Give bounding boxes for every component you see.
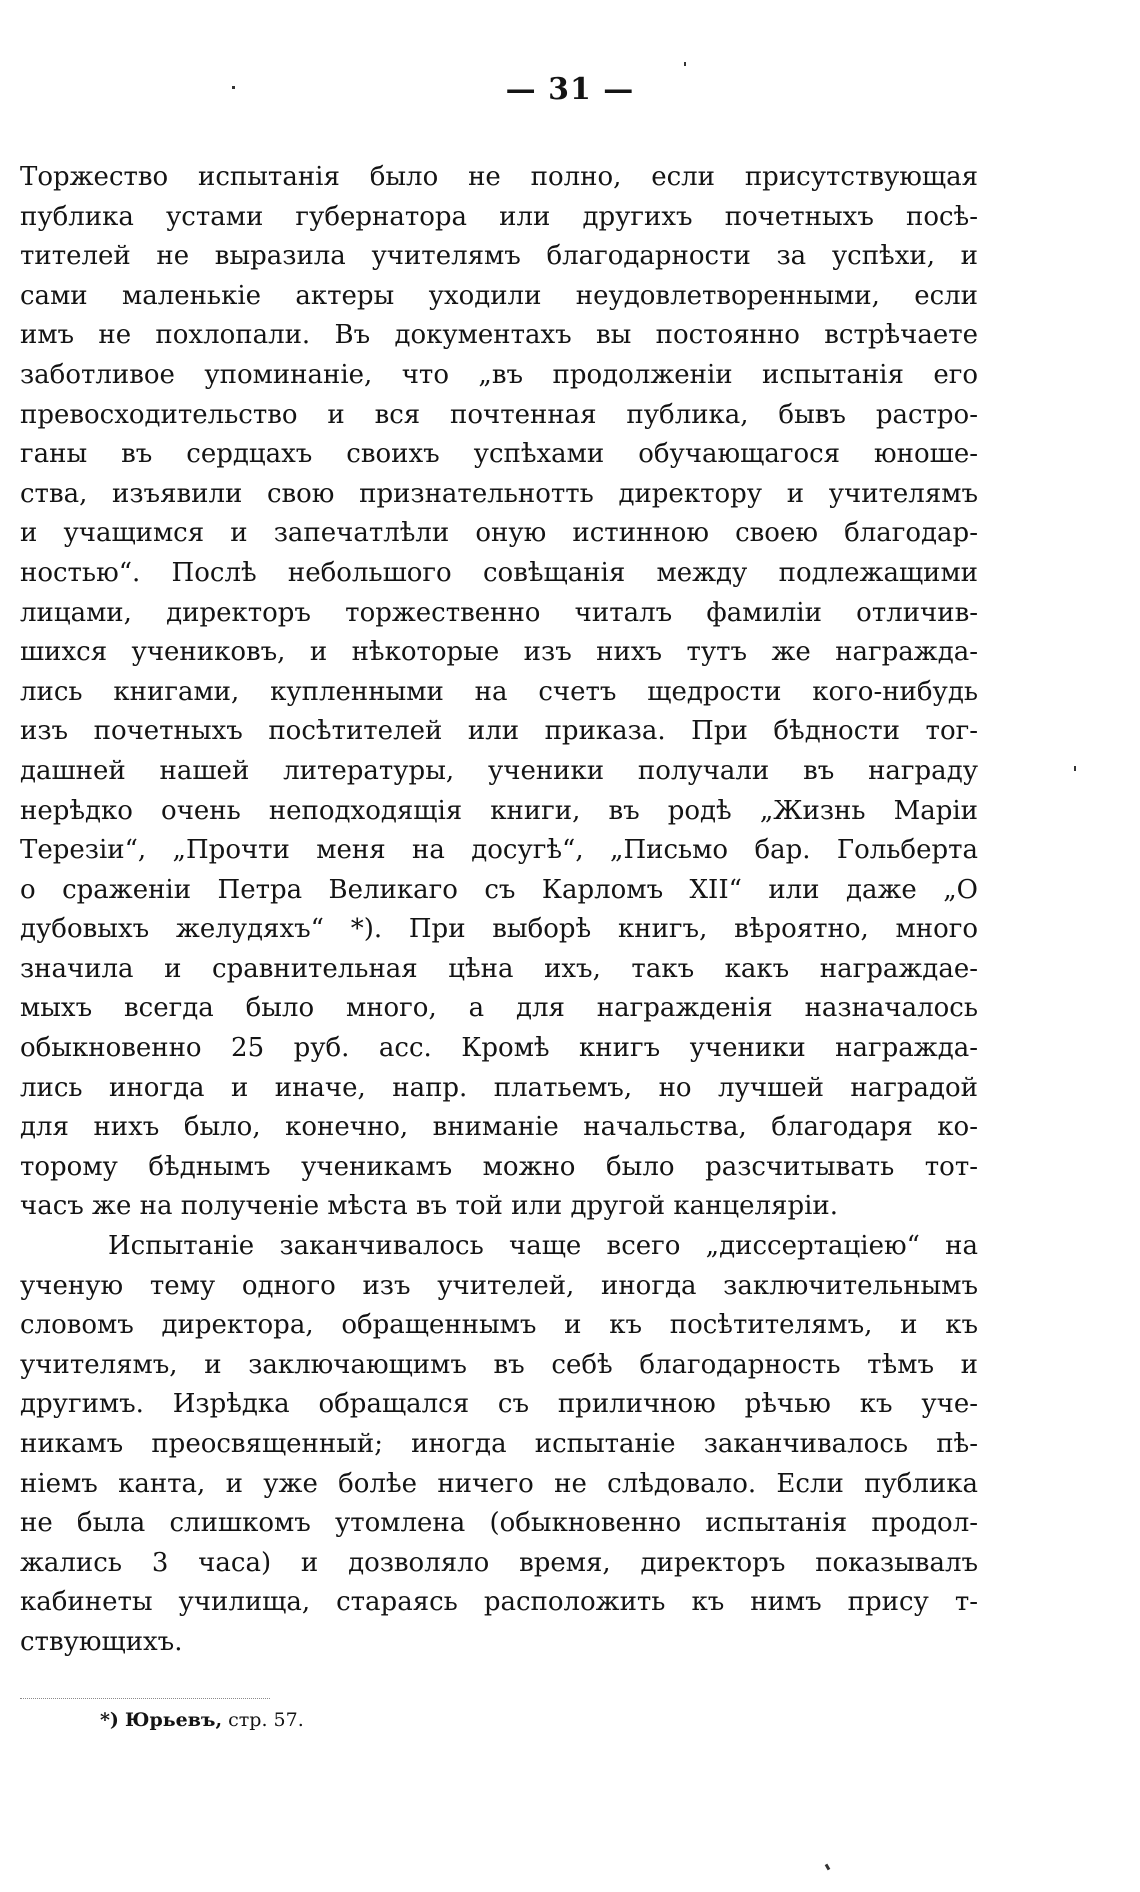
text-line: заботливое упоминаніе, что „въ продолженіи испытанія его (20, 359, 978, 390)
text-line: Испытаніе заканчивалось чаще всего „диссертаціею“ на (108, 1231, 978, 1262)
text-line: тителей не выразила учителямъ благодарности за успѣхи, и (20, 241, 978, 272)
scan-speck (684, 62, 686, 66)
text-line: превосходительство и вся почтенная публика, бывъ растро- (20, 399, 978, 430)
text-line: ганы въ сердцахъ своихъ успѣхами обучающагося юноше- (20, 439, 978, 470)
text-line: учителямъ, и заключающимъ въ себѣ благодарность тѣмъ и (20, 1349, 978, 1380)
text-line: ства, изъявили свою признательнотть директору и учителямъ (20, 478, 978, 509)
text-line: ствующихъ. (20, 1626, 183, 1657)
text-line: и учащимся и запечатлѣли оную истинною своею благодар- (20, 518, 978, 549)
footnote-divider (20, 1698, 270, 1699)
text-line: жались 3 часа) и дозволяло время, директоръ показывалъ (20, 1547, 978, 1578)
text-line: словомъ директора, обращеннымъ и къ посѣтителямъ, и къ (20, 1310, 978, 1341)
footnote-mark: *) (100, 1709, 119, 1731)
text-line: сами маленькіе актеры уходили неудовлетворенными, если (20, 280, 978, 311)
text-line: нерѣдко очень неподходящія книги, въ родѣ „Жизнь Маріи (20, 795, 978, 826)
text-line: дашней нашей литературы, ученики получали въ награду (20, 755, 978, 786)
text-line: изъ почетныхъ посѣтителей или приказа. При бѣдности тог- (20, 716, 978, 747)
text-line: шихся учениковъ, и нѣкоторые изъ нихъ тутъ же награжда- (20, 637, 978, 668)
text-line: кабинеты училища, стараясь расположить къ нимъ прису т- (20, 1587, 978, 1618)
text-line: дубовыхъ желудяхъ“ *). При выборѣ книгъ, вѣроятно, много (20, 914, 978, 945)
text-line: о сраженіи Петра Великаго съ Карломъ XII“ или даже „О (20, 874, 978, 905)
scan-speck (825, 1864, 831, 1871)
body-text (20, 158, 978, 1663)
text-line: не была слишкомъ утомлена (обыкновенно испытанія продол- (20, 1508, 978, 1539)
text-line: Терезіи“, „Прочти меня на досугѣ“, „Письмо бар. Гольберта (20, 835, 978, 866)
page-number: — 31 — (505, 72, 635, 107)
text-line: имъ не похлопали. Въ документахъ вы постоянно встрѣчаете (20, 320, 978, 351)
text-line: значила и сравнительная цѣна ихъ, такъ какъ награждае- (20, 953, 978, 984)
text-line: Торжество испытанія было не полно, если присутствующая (20, 162, 978, 192)
text-line: торому бѣднымъ ученикамъ можно было разсчитывать тот- (20, 1151, 978, 1182)
text-line: часъ же на полученіе мѣста въ той или другой канцеляріи. (20, 1191, 838, 1222)
text-line: лись иногда и иначе, напр. платьемъ, но лучшей наградой (20, 1072, 978, 1103)
footnote-reference: стр. 57. (228, 1709, 304, 1731)
text-line: для нихъ было, конечно, вниманіе начальства, благодаря ко- (20, 1112, 978, 1143)
text-line: лицами, директоръ торжественно читалъ фамиліи отличив- (20, 597, 978, 628)
text-line: ностью“. Послѣ небольшого совѣщанія между подлежащими (20, 557, 978, 588)
text-line: лись книгами, купленными на счетъ щедрости кого-нибудь (20, 676, 978, 707)
text-line: публика устами губернатора или другихъ почетныхъ посѣ- (20, 201, 978, 232)
text-line: обыкновенно 25 руб. асс. Кромѣ книгъ ученики награжда- (20, 1033, 978, 1064)
text-line: ученую тему одного изъ учителей, иногда заключительнымъ (20, 1270, 978, 1301)
text-line: ніемъ канта, и уже болѣе ничего не слѣдовало. Если публика (20, 1468, 978, 1499)
scan-speck (232, 86, 235, 89)
text-line: никамъ преосвященный; иногда испытаніе заканчивалось пѣ- (20, 1429, 978, 1459)
footnote (100, 1706, 304, 1734)
text-line: мыхъ всегда было много, а для награжденія назначалось (20, 993, 978, 1024)
scan-speck (1074, 766, 1076, 771)
footnote-author: Юрьевъ, (124, 1709, 223, 1731)
text-line: другимъ. Изрѣдка обращался съ приличною рѣчью къ уче- (20, 1389, 978, 1420)
